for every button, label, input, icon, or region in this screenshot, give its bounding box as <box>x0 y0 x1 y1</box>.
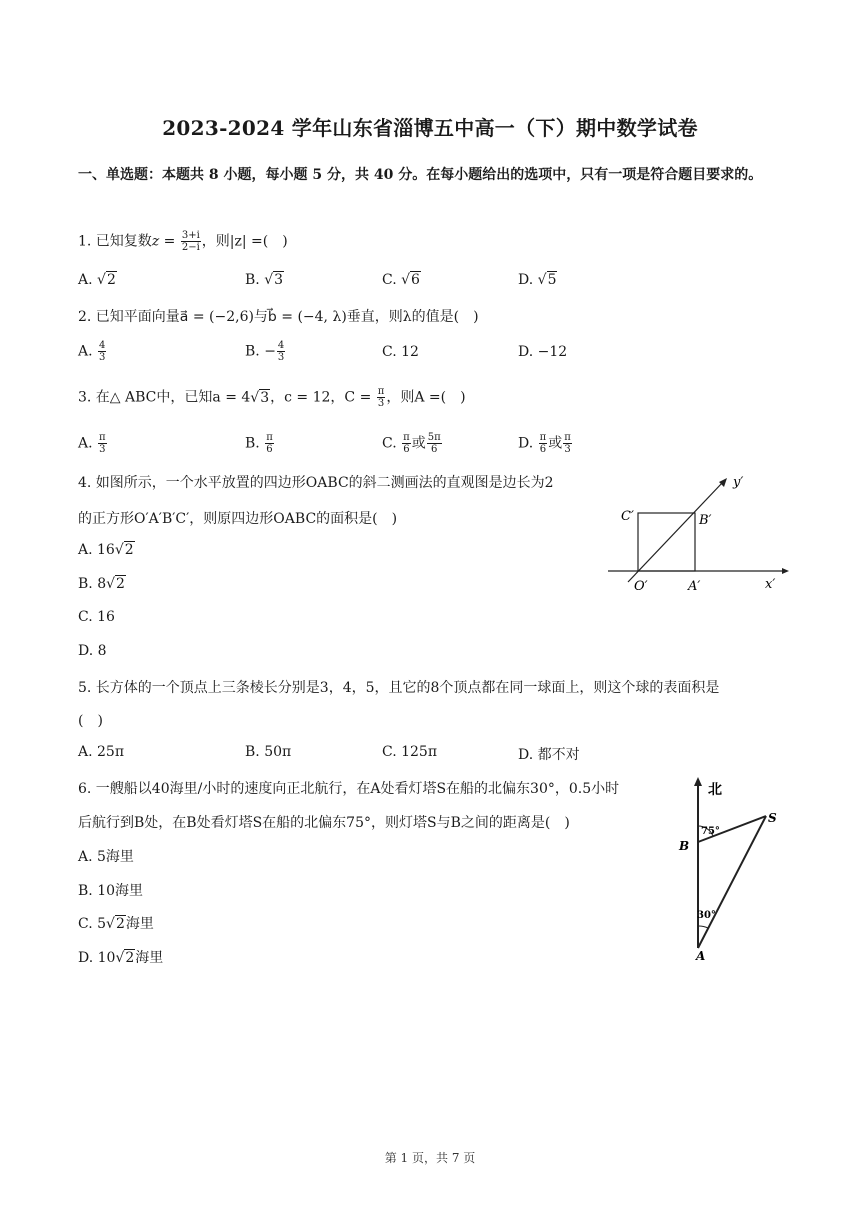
question-2: 2. 已知平面向量a⃗ = (−2,6)与b⃗ = (−4, λ)垂直，则λ的值是( ) <box>78 309 479 325</box>
q4-c-label: C′ <box>621 509 634 524</box>
q3-stem-prefix: 3. 在△ ABC中，已知a = 4 <box>78 389 251 406</box>
question-6-line-2: 后航行到B处，在B处看灯塔S在船的北偏东75°，则灯塔S与B之间的距离是( ) <box>78 815 570 831</box>
q3-option-d-num1: π <box>539 432 547 443</box>
q3-option-b-label: B. <box>245 435 265 452</box>
q3-stem-suffix: ，则A =( ) <box>386 389 466 406</box>
q1-option-c-label: C. <box>382 272 402 288</box>
q6-option-c[interactable] <box>78 913 154 933</box>
q6-a-label: A <box>696 949 706 961</box>
q3-option-c-den2: 6 <box>430 444 438 455</box>
q3-option-a-den: 3 <box>99 444 106 455</box>
q2-option-c[interactable]: C. 12 <box>382 344 419 360</box>
q6-option-b[interactable]: B. 10海里 <box>78 883 144 899</box>
q6-option-d-rad: 2 <box>125 950 135 966</box>
q2-option-b[interactable] <box>245 340 286 363</box>
q3-option-d-frac2 <box>563 432 572 455</box>
q1-fraction <box>181 230 201 253</box>
q3-option-d-den1: 6 <box>539 444 547 455</box>
q3-option-a-label: A. <box>78 435 98 452</box>
q2-option-a-num: 4 <box>99 340 106 351</box>
q3-option-d-label: D. <box>518 435 538 452</box>
q1-frac-den: 2−i <box>181 242 200 253</box>
q3-option-b-den: 6 <box>266 444 273 455</box>
q2-option-a[interactable] <box>78 340 107 363</box>
q1-stem-prefix: 1. 已知复数 <box>78 233 152 250</box>
q3-option-a-frac <box>98 432 107 455</box>
q5-option-b[interactable]: B. 50π <box>245 744 292 760</box>
q2-option-b-label: B. − <box>245 343 276 360</box>
q1-option-a[interactable] <box>78 272 117 288</box>
question-5-line-2: ( ) <box>78 713 103 729</box>
q3-option-d[interactable] <box>518 432 573 455</box>
q5-option-d[interactable]: D. 都不对 <box>518 747 580 763</box>
q5-option-c[interactable]: C. 125π <box>382 744 438 760</box>
q3-option-c-den1: 6 <box>403 444 410 455</box>
q3-option-c-num2: 5π <box>427 432 441 443</box>
q6-option-a[interactable]: A. 5海里 <box>78 849 134 865</box>
q6-angle-b-label: 75° <box>701 826 720 837</box>
q4-x-axis-arrow <box>782 568 789 574</box>
q1-option-b-rad: 3 <box>274 272 284 288</box>
q1-option-b-label: B. <box>245 272 265 288</box>
q5-option-a[interactable]: A. 25π <box>78 744 125 760</box>
q6-option-d-label: D. 10 <box>78 950 116 966</box>
q4-option-a[interactable] <box>78 542 135 558</box>
q6-option-d-sqrt: √2 <box>115 950 135 966</box>
q2-option-a-frac <box>98 340 106 363</box>
q3-option-c-num1: π <box>403 432 410 443</box>
q4-option-b-rad: 2 <box>116 576 125 592</box>
q3-option-a-num: π <box>99 432 106 443</box>
q3-option-c-frac2 <box>427 432 442 455</box>
q6-angle-a-arc <box>698 926 708 928</box>
q6-option-d[interactable] <box>78 947 163 967</box>
q2-option-a-den: 3 <box>99 352 106 363</box>
q4-option-d[interactable]: D. 8 <box>78 643 107 659</box>
q1-option-c[interactable] <box>382 272 421 288</box>
q3-option-d-frac1 <box>539 432 548 455</box>
q2-option-b-den: 3 <box>277 352 285 363</box>
q2-option-b-num: 4 <box>277 340 285 351</box>
q4-o-label: O′ <box>634 579 648 594</box>
q3-option-d-den2: 3 <box>564 444 571 455</box>
q6-option-c-rad: 2 <box>115 916 125 932</box>
q1-frac-num: 3+i <box>181 230 200 241</box>
q3-option-b-frac <box>265 432 274 455</box>
q4-y-axis <box>628 482 723 582</box>
q1-option-c-sqrt: √6 <box>401 272 420 288</box>
q4-option-a-label: A. 16 <box>78 542 115 558</box>
q4-figure <box>600 470 790 600</box>
q1-option-b-sqrt: √3 <box>264 272 284 288</box>
q6-option-c-label: C. 5 <box>78 916 107 932</box>
q4-option-b-sqrt: √2 <box>106 576 125 592</box>
q3-option-d-num2: π <box>564 432 571 443</box>
q3-option-b[interactable] <box>245 432 275 455</box>
q1-option-a-rad: 2 <box>106 272 116 288</box>
q1-stem-suffix: ，则|z| =( ) <box>201 233 288 250</box>
question-6-line-1: 6. 一艘船以40海里/小时的速度向正北航行，在A处看灯塔S在船的北偏东30°，0.5小时 <box>78 781 620 797</box>
q3-option-c[interactable] <box>382 432 443 455</box>
q4-b-label: B′ <box>699 513 712 528</box>
q6-option-d-unit: 海里 <box>135 950 164 966</box>
question-1 <box>78 230 288 253</box>
section-heading: 一、单选题：本题共 8 小题，每小题 5 分，共 40 分。在每小题给出的选项中，只有一项是符合题目要求的。 <box>78 167 763 183</box>
page-title: 2023-2024 学年山东省淄博五中高一（下）期中数学试卷 <box>162 116 698 140</box>
q2-option-a-label: A. <box>78 343 98 360</box>
q3-stem-den: 3 <box>377 398 385 409</box>
q6-angle-a-label: 30° <box>697 910 716 921</box>
q4-option-b[interactable] <box>78 576 126 592</box>
q3-stem-rad: 3 <box>260 389 270 406</box>
q1-z: z = <box>151 233 180 250</box>
q3-option-c-or: 或 <box>411 435 426 452</box>
q6-figure <box>670 776 790 961</box>
q6-north-label: 北 <box>708 782 722 798</box>
q1-option-a-sqrt: √2 <box>97 272 116 288</box>
q6-option-c-unit: 海里 <box>125 916 154 932</box>
q6-b-label: B <box>679 839 690 853</box>
q3-option-b-num: π <box>266 432 273 443</box>
q1-option-d-label: D. <box>518 272 538 288</box>
q1-option-d-sqrt: √5 <box>537 272 557 288</box>
q3-stem-num: π <box>377 386 385 397</box>
q4-option-a-sqrt: √2 <box>114 542 134 558</box>
question-4-line-2: 的正方形O′A′B′C′，则原四边形OABC的面积是( ) <box>78 511 398 527</box>
q4-option-c[interactable]: C. 16 <box>78 609 115 625</box>
q4-x-label: x′ <box>765 577 776 592</box>
q3-option-c-frac1 <box>402 432 411 455</box>
q1-option-b[interactable] <box>245 272 284 288</box>
q4-a-label: A′ <box>688 579 701 594</box>
q2-option-b-frac <box>277 340 285 363</box>
question-5-line-1: 5. 长方体的一个顶点上三条棱长分别是3，4，5，且它的8个顶点都在同一球面上，则这个球的表面积是 <box>78 680 720 696</box>
q3-option-d-or: 或 <box>548 435 563 452</box>
q6-s-label: S <box>768 811 777 825</box>
q4-option-b-label: B. 8 <box>78 576 107 592</box>
q3-stem-mid: ，c = 12，C = <box>270 389 376 406</box>
q6-option-c-sqrt: √2 <box>106 916 125 932</box>
q1-option-d[interactable] <box>518 272 557 288</box>
q4-y-label: y′ <box>733 475 744 490</box>
q1-option-c-rad: 6 <box>411 272 420 288</box>
question-3 <box>78 386 466 409</box>
question-4-line-1: 4. 如图所示，一个水平放置的四边形OABC的斜二测画法的直观图是边长为2 <box>78 475 554 491</box>
q6-north-arrow <box>694 777 702 786</box>
q3-option-a[interactable] <box>78 432 108 455</box>
q3-option-c-label: C. <box>382 435 402 452</box>
q1-option-d-rad: 5 <box>547 272 557 288</box>
q3-stem-sqrt: √3 <box>250 389 270 406</box>
page-footer: 第 1 页，共 7 页 <box>384 1151 476 1165</box>
q1-option-a-label: A. <box>78 272 98 288</box>
q2-option-d[interactable]: D. −12 <box>518 344 568 360</box>
q3-stem-frac <box>377 386 386 409</box>
q4-option-a-rad: 2 <box>124 542 134 558</box>
